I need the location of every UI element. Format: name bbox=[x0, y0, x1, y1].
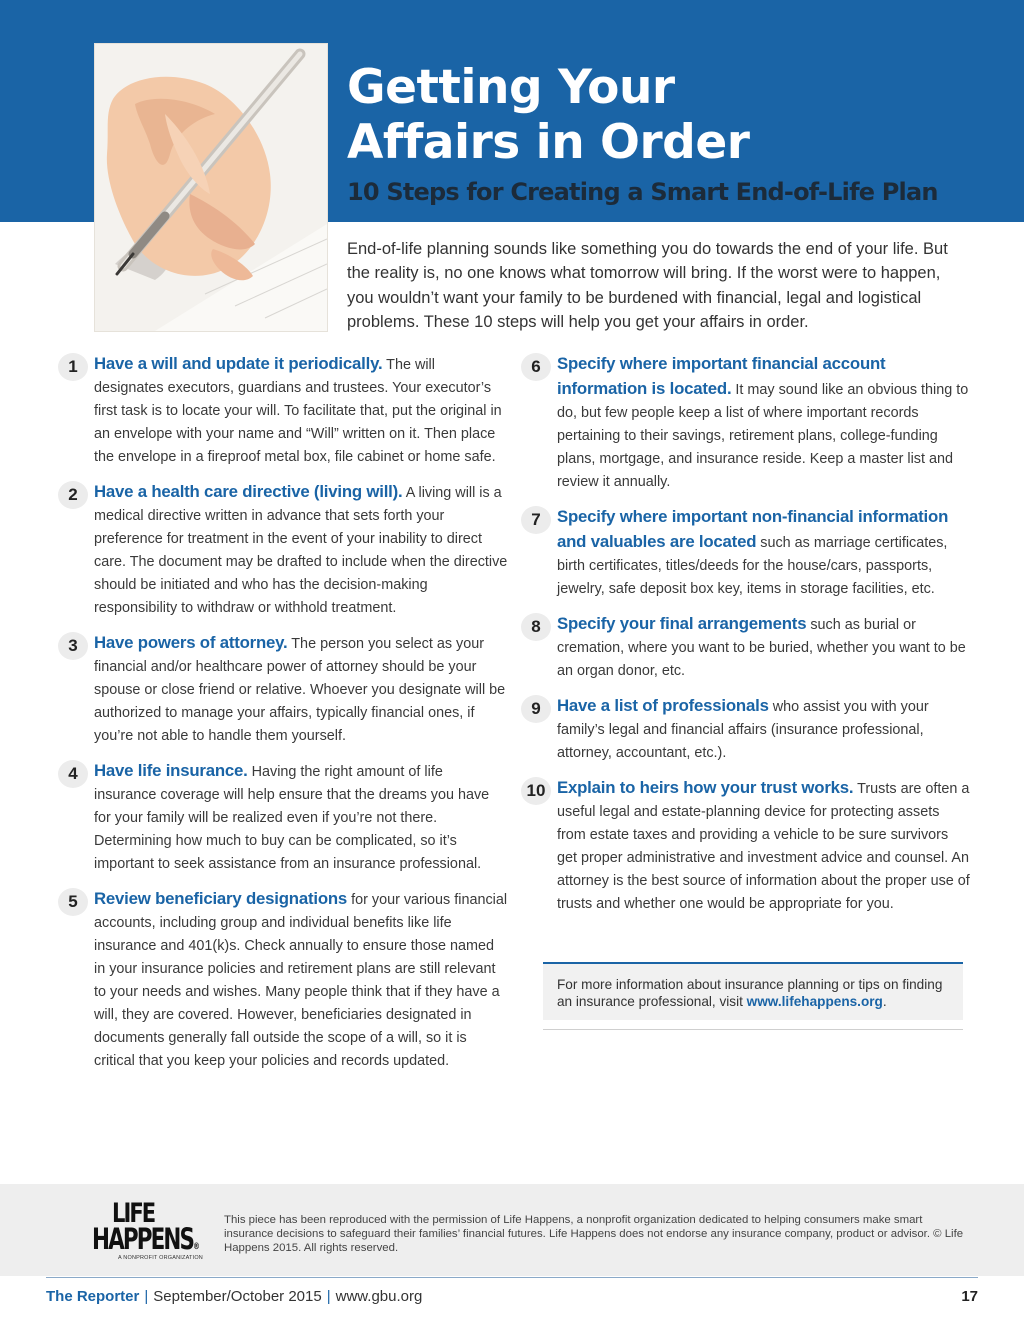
logo-happens-text: HAPPENS bbox=[92, 1222, 194, 1256]
footer-separator: | bbox=[144, 1288, 149, 1305]
more-info-box bbox=[543, 962, 963, 1020]
permission-disclaimer: This piece has been reproduced with the permission of Life Happens, a nonprofit organization dedicated to helping consumers make smart insurance decisions to safeguard their families’ financial futures. Life Happens does not endorse any insurance company, product or advisor. © Life Happens 2015. All rights reserved. bbox=[224, 1214, 964, 1255]
step-heading: Specify where important non-financial information and valuables are located bbox=[557, 507, 949, 551]
step-number-badge: 3 bbox=[58, 632, 88, 660]
life-happens-logo bbox=[92, 1200, 204, 1264]
step-body: Having the right amount of life insurance coverage will help ensure that the dreams you have for your family will be realized even if you’re not there. Determining how much to buy can be complicated, so it’s important to seek assistance from an insurance professional. bbox=[94, 764, 490, 872]
issue-date: September/October 2015 bbox=[153, 1288, 322, 1305]
step-number-badge: 2 bbox=[58, 481, 88, 509]
step-7 bbox=[521, 505, 971, 601]
footer-divider bbox=[46, 1277, 978, 1278]
step-heading: Have a health care directive (living will). bbox=[94, 482, 403, 501]
info-box-divider bbox=[543, 1029, 963, 1030]
step-6 bbox=[521, 352, 971, 494]
step-2 bbox=[58, 480, 508, 620]
step-3 bbox=[58, 631, 508, 748]
step-9 bbox=[521, 694, 971, 765]
steps-right-column bbox=[521, 352, 971, 927]
step-heading: Explain to heirs how your trust works. bbox=[557, 778, 854, 797]
step-body: The person you select as your financial and/or healthcare power of attorney should be your spouse or close friend or relative. Whoever you designate will be authorized to manage your affairs, typically financial ones, if you’re not able to handle them yourself. bbox=[94, 636, 506, 744]
step-4 bbox=[58, 759, 508, 876]
intro-paragraph: End-of-life planning sounds like something you do towards the end of your life. But the reality is, no one knows what tomorrow will bring. If the worst were to happen, you wouldn’t want your family to be burdened with financial, legal and logistical problems. These 10 steps will help you get your affairs in order. bbox=[347, 240, 948, 331]
hand-with-pen-illustration bbox=[95, 44, 327, 331]
step-1 bbox=[58, 352, 508, 469]
step-body: The will designates executors, guardians and trustees. Your executor’s first task is to locate your will. To facilitate that, put the original in an envelope with your name and “Will” written on it. Then place the envelope in a fireproof metal box, file cabinet or home safe. bbox=[94, 357, 502, 465]
step-heading: Specify where important financial account information is located. bbox=[557, 354, 886, 398]
step-heading: Have a will and update it periodically. bbox=[94, 354, 383, 373]
step-number-badge: 4 bbox=[58, 760, 88, 788]
step-body: It may sound like an obvious thing to do, but few people keep a list of where important records pertaining to their savings, retirement plans, college-funding plans, mortgage, and insurance reside. Keep a master list and review it annually. bbox=[557, 382, 969, 490]
step-heading: Have life insurance. bbox=[94, 761, 248, 780]
logo-word-life: LIFE bbox=[112, 1198, 155, 1229]
more-info-end: . bbox=[882, 994, 887, 1009]
step-body: Trusts are often a useful legal and estate-planning device for protecting assets from estate taxes and providing a vehicle to be sure survivors get proper administrative and investment advice and counsel. An attorney is the best source of information about the proper use of trusts and whether one would be appropriate for you. bbox=[557, 781, 970, 912]
publication-name: The Reporter bbox=[46, 1288, 140, 1305]
page-title bbox=[347, 60, 1007, 170]
registered-mark: ® bbox=[193, 1242, 200, 1252]
step-8 bbox=[521, 612, 971, 683]
publication-website[interactable]: www.gbu.org bbox=[335, 1288, 423, 1305]
step-heading: Specify your final arrangements bbox=[557, 614, 807, 633]
logo-tagline: A NONPROFIT ORGANIZATION bbox=[118, 1255, 203, 1261]
page-number: 17 bbox=[961, 1288, 978, 1305]
step-body: for your various financial accounts, including group and individual benefits like life insurance and 401(k)s. Check annually to ensure those named in your insurance policies and retirement plans are still relevant to your needs and wishes. Many people think that if they have a will, they are covered. However, beneficiaries designated in documents generally fall outside the scope of a will, so it is critical that you keep your policies and records updated. bbox=[94, 892, 508, 1069]
step-number-badge: 7 bbox=[521, 506, 551, 534]
title-line-1: Getting Your bbox=[347, 60, 675, 115]
step-heading: Review beneficiary designations bbox=[94, 889, 348, 908]
hand-writing-photo bbox=[95, 44, 327, 331]
step-heading: Have a list of professionals bbox=[557, 696, 769, 715]
steps-left-column bbox=[58, 352, 508, 1084]
publication-footer bbox=[46, 1287, 422, 1307]
lifehappens-link[interactable]: www.lifehappens.org bbox=[746, 994, 883, 1009]
step-10 bbox=[521, 776, 971, 916]
step-number-badge: 5 bbox=[58, 888, 88, 916]
step-heading: Have powers of attorney. bbox=[94, 633, 288, 652]
step-number-badge: 10 bbox=[521, 777, 551, 805]
step-number-badge: 8 bbox=[521, 613, 551, 641]
step-number-badge: 1 bbox=[58, 353, 88, 381]
step-number-badge: 6 bbox=[521, 353, 551, 381]
title-line-2: Affairs in Order bbox=[347, 115, 750, 170]
step-body: A living will is a medical directive written in advance that sets forth your preference for treatment in the event of your inability to direct care. The document may be drafted to include when the directive should be initiated and who has the decision-making responsibility to withdraw or withhold treatment. bbox=[94, 485, 508, 616]
step-body: who assist you with your family’s legal and financial affairs (insurance professional, attorney, accountant, etc.). bbox=[557, 699, 929, 761]
footer-separator: | bbox=[326, 1288, 331, 1305]
step-5 bbox=[58, 887, 508, 1073]
step-body: such as burial or cremation, where you want to be buried, whether you want to be an organ donor, etc. bbox=[557, 617, 966, 679]
more-info-text: For more information about insurance planning or tips on finding an insurance professional, visit bbox=[557, 977, 943, 1009]
step-body: such as marriage certificates, birth certificates, titles/deeds for the house/cars, passports, jewelry, safe deposit box key, items in storage facilities, etc. bbox=[557, 535, 948, 597]
page-subtitle: 10 Steps for Creating a Smart End-of-Life Plan bbox=[347, 178, 938, 206]
step-number-badge: 9 bbox=[521, 695, 551, 723]
